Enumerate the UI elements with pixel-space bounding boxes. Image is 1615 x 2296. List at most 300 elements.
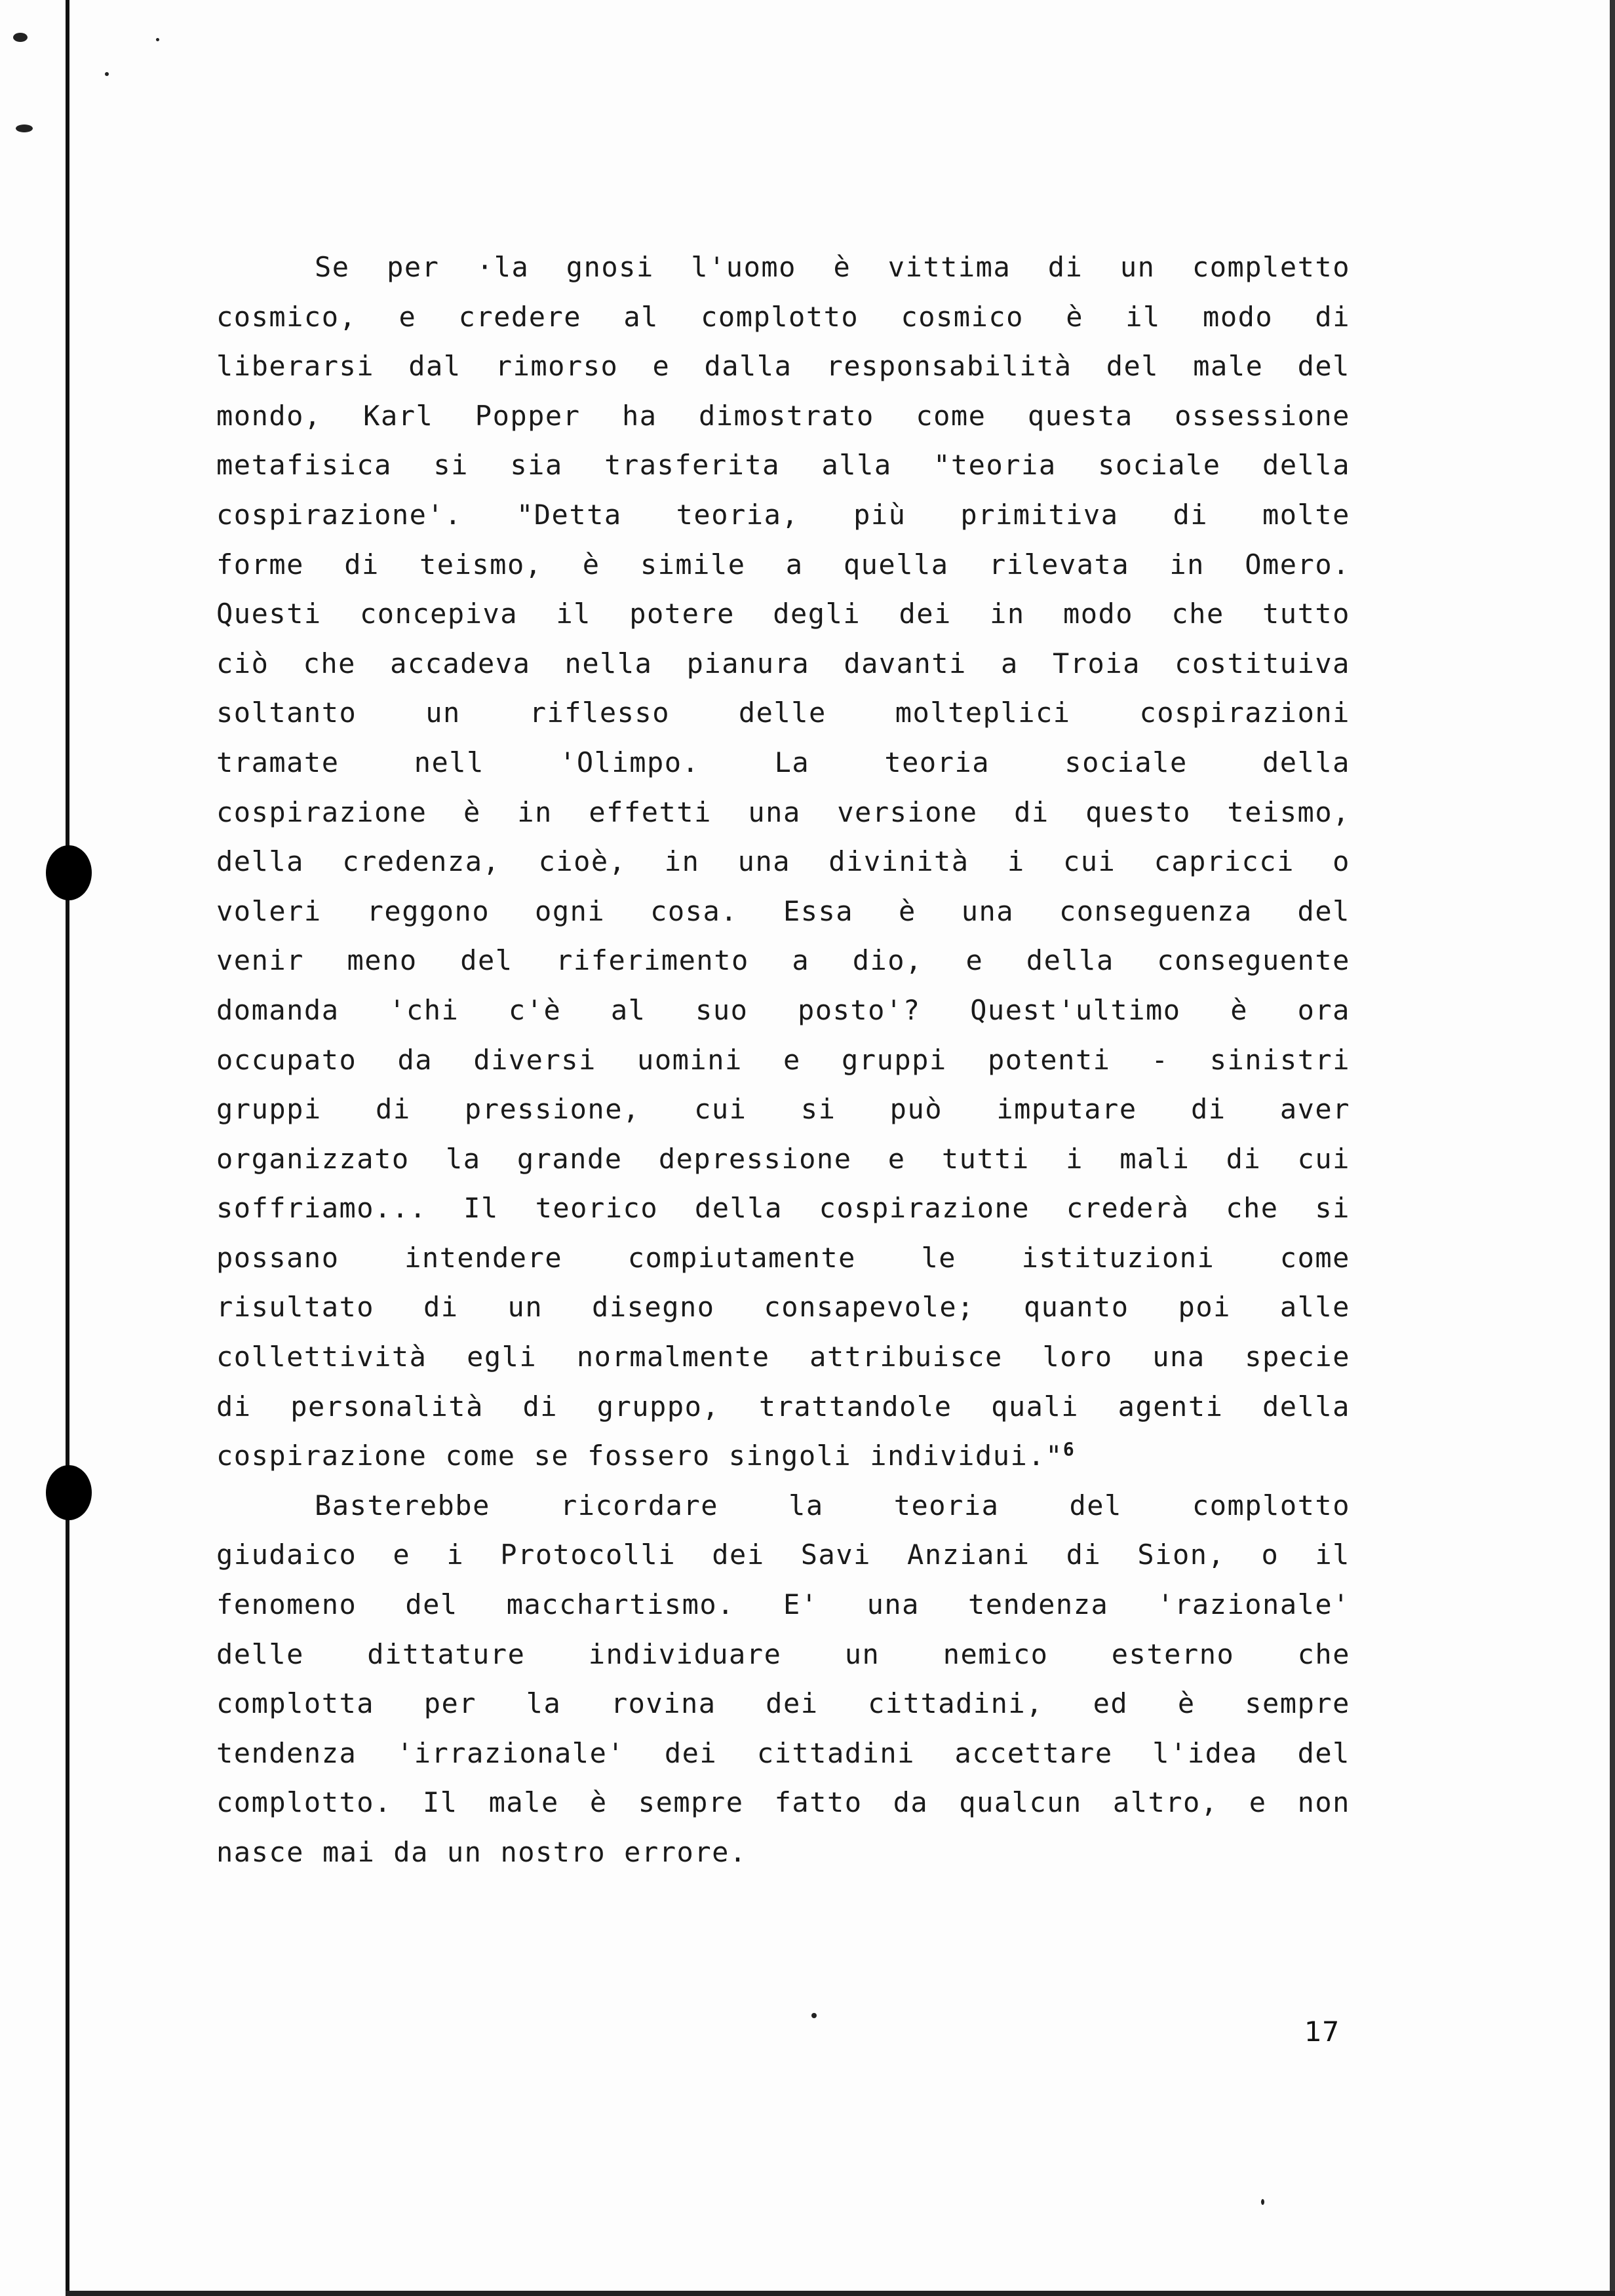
- word: sociale: [1064, 746, 1188, 778]
- word: reggono: [366, 894, 490, 927]
- word: degli: [773, 598, 861, 630]
- word: dimostrato: [698, 399, 874, 432]
- word: "teoria: [933, 449, 1057, 482]
- word: uomini: [637, 1043, 743, 1076]
- word: dio,: [852, 944, 923, 977]
- word: del: [1297, 894, 1350, 927]
- word: istituzioni: [1021, 1241, 1215, 1274]
- word: Il: [463, 1192, 499, 1225]
- word: il: [1125, 300, 1161, 333]
- word: gruppi: [842, 1043, 947, 1076]
- word: male: [1193, 350, 1264, 383]
- word: conseguente: [1157, 944, 1350, 977]
- word: si: [1315, 1192, 1350, 1225]
- word: e: [965, 944, 984, 977]
- word: completto: [1192, 251, 1350, 283]
- scan-speck: [105, 72, 109, 76]
- word: di: [1315, 300, 1350, 333]
- word: di: [376, 1093, 411, 1126]
- word: consapevole;: [764, 1291, 975, 1324]
- word: della: [1026, 944, 1114, 977]
- word: 'irrazionale': [396, 1736, 625, 1769]
- word: questo: [1085, 795, 1191, 828]
- word: accadeva: [390, 647, 531, 679]
- word: versione: [837, 795, 978, 828]
- word: costituiva: [1175, 647, 1350, 679]
- word: Essa: [783, 894, 854, 927]
- word: di: [216, 1390, 252, 1423]
- text-line: [216, 788, 1350, 837]
- text-line: [216, 688, 1350, 738]
- word: rimorso: [495, 350, 619, 383]
- word: cui: [1297, 1142, 1350, 1175]
- word: che: [1171, 598, 1224, 630]
- word: male: [488, 1786, 559, 1819]
- word: dei: [664, 1736, 718, 1769]
- word: e: [399, 300, 417, 333]
- word: come: [1279, 1241, 1350, 1274]
- word: complotto: [1192, 1489, 1350, 1521]
- word: non: [1297, 1786, 1350, 1819]
- word: risultato: [216, 1291, 375, 1324]
- word: i: [1007, 845, 1025, 878]
- word: crederà: [1066, 1192, 1190, 1225]
- page-number: 17: [1304, 2016, 1340, 2048]
- word: pianura: [686, 647, 810, 679]
- word: alle: [1279, 1291, 1350, 1324]
- word: e: [652, 350, 671, 383]
- text-line: [216, 1282, 1350, 1332]
- word: Se: [315, 251, 350, 283]
- word: della: [216, 845, 304, 878]
- word: di: [1173, 498, 1209, 531]
- word: Quest'ultimo: [970, 993, 1181, 1026]
- word: dei: [712, 1539, 765, 1571]
- word: Anziani: [907, 1539, 1030, 1571]
- word: qualcun: [959, 1786, 1082, 1819]
- word: cospirazioni: [1139, 697, 1350, 729]
- word: alla: [821, 449, 892, 482]
- word: forme: [216, 548, 304, 581]
- word: è: [463, 795, 481, 828]
- word: organizzato: [216, 1142, 410, 1175]
- word: Omero.: [1245, 548, 1350, 581]
- word: da: [393, 1836, 429, 1868]
- word: a: [785, 548, 804, 581]
- word: intendere: [404, 1241, 563, 1274]
- word: sociale: [1098, 449, 1221, 482]
- word: modo: [1203, 300, 1274, 333]
- text-line: [216, 242, 1350, 292]
- word: se: [534, 1440, 570, 1472]
- word: mali: [1119, 1142, 1190, 1175]
- word: -: [1151, 1043, 1169, 1076]
- text-line: [216, 1580, 1350, 1630]
- word: o: [1333, 845, 1350, 878]
- page-right-edge: [1610, 0, 1615, 2296]
- word: trasferita: [604, 449, 781, 482]
- word: che: [1226, 1192, 1279, 1225]
- text-line: [216, 1729, 1350, 1778]
- word: cospirazione: [216, 1440, 427, 1472]
- word: una: [866, 1588, 920, 1621]
- word: cosmico: [901, 300, 1024, 333]
- word: nella: [564, 647, 653, 679]
- word: nemico: [943, 1637, 1049, 1670]
- word: loro: [1042, 1341, 1113, 1373]
- word: da: [397, 1043, 433, 1076]
- word: soltanto: [216, 697, 357, 729]
- word: e: [783, 1043, 801, 1076]
- word: il: [1315, 1539, 1350, 1571]
- word: "Detta: [516, 498, 622, 531]
- word: Karl: [363, 399, 434, 432]
- word: agenti: [1118, 1390, 1224, 1423]
- text-line: [216, 1233, 1350, 1283]
- binding-line: [66, 0, 69, 2296]
- word: della: [1262, 449, 1350, 482]
- word: imputare: [996, 1093, 1137, 1126]
- word: delle: [216, 1637, 304, 1670]
- word: tendenza: [967, 1588, 1109, 1621]
- word: Popper: [475, 399, 581, 432]
- word: può: [889, 1093, 943, 1126]
- word: credere: [458, 300, 582, 333]
- scan-speck: [811, 2013, 817, 2018]
- word: teismo,: [419, 548, 543, 581]
- word: compiutamente: [627, 1241, 856, 1274]
- word: fenomeno: [216, 1588, 357, 1621]
- word: ciò: [216, 647, 269, 679]
- text-line: [216, 391, 1350, 441]
- word: complotta: [216, 1687, 375, 1720]
- word: collettività: [216, 1341, 427, 1373]
- word: per: [387, 251, 440, 283]
- word: potenti: [987, 1043, 1111, 1076]
- word: ha: [621, 399, 657, 432]
- word: come: [916, 399, 986, 432]
- word: di: [1190, 1093, 1226, 1126]
- word: liberarsi: [216, 350, 375, 383]
- text-line: [216, 887, 1350, 936]
- word: si: [800, 1093, 836, 1126]
- word: primitiva: [960, 498, 1119, 531]
- text-line: [216, 1382, 1350, 1432]
- word: tramate: [216, 746, 340, 778]
- word: credenza,: [342, 845, 501, 878]
- word: teoria: [884, 746, 990, 778]
- word: ora: [1297, 993, 1350, 1026]
- word: teoria,: [676, 498, 800, 531]
- word: di: [1226, 1142, 1262, 1175]
- word: fossero: [587, 1440, 710, 1472]
- word: soffriamo...: [216, 1192, 427, 1225]
- word: è: [582, 548, 600, 581]
- word: poi: [1178, 1291, 1231, 1324]
- word: una: [961, 894, 1015, 927]
- word: l'uomo: [691, 251, 796, 283]
- word: davanti: [844, 647, 967, 679]
- word: è: [833, 251, 851, 283]
- word: cosa.: [650, 894, 739, 927]
- word: è: [899, 894, 916, 927]
- word: al: [623, 300, 659, 333]
- text-line: [216, 936, 1350, 985]
- word: vittima: [887, 251, 1011, 283]
- word: in: [517, 795, 553, 828]
- word: posto'?: [798, 993, 921, 1026]
- word: un: [446, 1836, 482, 1868]
- word: della: [1262, 1390, 1350, 1423]
- text-line: [216, 837, 1350, 887]
- word: di: [423, 1291, 459, 1324]
- word: in: [990, 598, 1025, 630]
- word: 'Olimpo.: [559, 746, 700, 778]
- word: teismo,: [1227, 795, 1350, 828]
- word: meno: [347, 944, 418, 977]
- word: normalmente: [576, 1341, 770, 1373]
- word: le: [921, 1241, 957, 1274]
- word: dei: [766, 1687, 819, 1720]
- word: dalla: [704, 350, 792, 383]
- word: grande: [516, 1142, 623, 1175]
- word: attribuisce: [809, 1341, 1003, 1373]
- word: del: [1106, 350, 1159, 383]
- word: a: [1001, 647, 1019, 679]
- word: possano: [216, 1241, 340, 1274]
- word: della: [1262, 746, 1350, 778]
- word: nell: [414, 746, 484, 778]
- word: giudaico: [216, 1539, 357, 1571]
- text-line: [216, 1530, 1350, 1580]
- word: cioè,: [538, 845, 627, 878]
- word: molte: [1262, 498, 1350, 531]
- word: del: [405, 1588, 458, 1621]
- word: Sion,: [1137, 1539, 1226, 1571]
- word: rilevata: [988, 548, 1130, 581]
- scan-speck: [1261, 2199, 1264, 2205]
- word: responsabilità: [826, 350, 1072, 383]
- word: errore.: [624, 1836, 747, 1868]
- text-line: [216, 1332, 1350, 1382]
- word: ·la: [476, 251, 530, 283]
- text-line: [216, 1183, 1350, 1233]
- word: ricordare: [560, 1489, 719, 1521]
- word: del: [1297, 350, 1350, 383]
- word: è: [1066, 300, 1083, 333]
- word: simile: [640, 548, 746, 581]
- word: è: [589, 1786, 608, 1819]
- word: riferimento: [556, 944, 749, 977]
- word: egli: [467, 1341, 537, 1373]
- text-line: [216, 1134, 1350, 1184]
- word: un: [507, 1291, 543, 1324]
- word: conseguenza: [1059, 894, 1253, 927]
- word: domanda: [216, 993, 340, 1026]
- word: che: [1297, 1637, 1350, 1670]
- word: Il: [422, 1786, 458, 1819]
- footnote-marker: 6: [1062, 1438, 1076, 1461]
- word: fatto: [774, 1786, 863, 1819]
- word: cosmico,: [216, 300, 357, 333]
- word: quali: [991, 1390, 1080, 1423]
- word: complotto.: [216, 1786, 392, 1819]
- text-line: [216, 490, 1350, 540]
- word: tendenza: [216, 1736, 357, 1769]
- word: dittature: [367, 1637, 526, 1670]
- word: mondo,: [216, 399, 322, 432]
- word: disegno: [592, 1291, 715, 1324]
- word: Troia: [1052, 647, 1140, 679]
- word: una: [737, 845, 791, 878]
- word: venir: [216, 944, 304, 977]
- word: come: [445, 1440, 516, 1472]
- word: cittadini: [756, 1736, 915, 1769]
- word: al: [610, 993, 646, 1026]
- word: accettare: [954, 1736, 1113, 1769]
- word: cospirazione: [216, 795, 427, 828]
- word: personalità: [290, 1390, 484, 1423]
- word: della: [694, 1192, 783, 1225]
- word: E': [783, 1588, 819, 1621]
- word: Questi: [216, 598, 322, 630]
- word: di: [1014, 795, 1049, 828]
- word: molteplici: [895, 697, 1071, 729]
- word: mai: [322, 1836, 376, 1868]
- word: teoria: [893, 1489, 1000, 1521]
- word: ed: [1093, 1687, 1129, 1720]
- word: Protocolli: [500, 1539, 676, 1571]
- word: il: [556, 598, 591, 630]
- word: è: [1177, 1687, 1196, 1720]
- word: la: [445, 1142, 481, 1175]
- word: dei: [899, 598, 952, 630]
- punch-hole: [46, 845, 92, 900]
- word: da: [893, 1786, 929, 1819]
- word: aver: [1279, 1093, 1350, 1126]
- word: è: [1230, 993, 1248, 1026]
- word: questa: [1027, 399, 1133, 432]
- word: un: [844, 1637, 880, 1670]
- word: tutti: [941, 1142, 1030, 1175]
- word: nostro: [500, 1836, 606, 1868]
- text-line: [216, 440, 1350, 490]
- word: delle: [738, 697, 827, 729]
- word: individui."$^6$: [870, 1438, 1076, 1472]
- word: e: [887, 1142, 906, 1175]
- scan-speck: [156, 38, 159, 41]
- word: e: [1249, 1786, 1267, 1819]
- text-line: [216, 1481, 1350, 1531]
- word: 'chi: [389, 993, 459, 1026]
- text-line: [216, 589, 1350, 639]
- word: macchartismo.: [506, 1588, 735, 1621]
- text-line: [216, 1084, 1350, 1134]
- text-line: [216, 540, 1350, 590]
- word: potere: [629, 598, 735, 630]
- word: una: [1152, 1341, 1205, 1373]
- word: che: [303, 647, 356, 679]
- word: 'razionale': [1157, 1588, 1350, 1621]
- word: pressione,: [464, 1093, 640, 1126]
- text-line: [216, 1035, 1350, 1085]
- text-line: [216, 292, 1350, 342]
- word: di: [1047, 251, 1083, 283]
- word: quanto: [1023, 1291, 1129, 1324]
- word: un: [425, 697, 461, 729]
- word: La: [774, 746, 810, 778]
- word: concepiva: [360, 598, 518, 630]
- word: quella: [843, 548, 949, 581]
- word: gnosi: [566, 251, 654, 283]
- text-line: [216, 341, 1350, 391]
- word: del: [460, 944, 513, 977]
- word: Basterebbe: [315, 1489, 490, 1521]
- word: voleri: [216, 894, 322, 927]
- word: teorico: [535, 1192, 659, 1225]
- word: esterno: [1111, 1637, 1235, 1670]
- word: a: [792, 944, 810, 977]
- word: divinità: [828, 845, 969, 878]
- word: dal: [408, 350, 461, 383]
- word: Savi: [800, 1539, 871, 1571]
- word: sempre: [638, 1786, 744, 1819]
- word: in: [1169, 548, 1205, 581]
- word: specie: [1245, 1341, 1350, 1373]
- word: per: [423, 1687, 477, 1720]
- body-text: [216, 242, 1350, 1877]
- word: altro,: [1112, 1786, 1218, 1819]
- word: di: [344, 548, 379, 581]
- word: cui: [1062, 845, 1116, 878]
- word: del: [1069, 1489, 1122, 1521]
- word: e: [393, 1539, 411, 1571]
- scan-speck: [13, 33, 28, 42]
- word: un: [1119, 251, 1156, 283]
- word: riflesso: [529, 697, 670, 729]
- word: diversi: [473, 1043, 596, 1076]
- word: cittadini,: [868, 1687, 1044, 1720]
- page-bottom-edge: [66, 2291, 1615, 2296]
- word: gruppi: [216, 1093, 322, 1126]
- word: i: [446, 1539, 465, 1571]
- word: capricci: [1154, 845, 1294, 878]
- word: ossessione: [1175, 399, 1350, 432]
- word: l'idea: [1152, 1736, 1258, 1769]
- word: nasce: [216, 1836, 304, 1868]
- word: cui: [694, 1093, 747, 1126]
- text-line: [216, 1679, 1350, 1729]
- word: sempre: [1245, 1687, 1350, 1720]
- text-line: [216, 1630, 1350, 1679]
- text-line: [216, 1827, 1350, 1877]
- word: la: [526, 1687, 562, 1720]
- word: sinistri: [1209, 1043, 1350, 1076]
- punch-hole: [46, 1465, 92, 1520]
- word: di: [522, 1390, 558, 1423]
- word: modo: [1062, 598, 1134, 630]
- word: c'è: [508, 993, 562, 1026]
- word: in: [664, 845, 700, 878]
- scan-speck: [16, 124, 33, 132]
- word: rovina: [610, 1687, 716, 1720]
- word: metafisica: [216, 449, 392, 482]
- word: cospirazione: [819, 1192, 1030, 1225]
- word: occupato: [216, 1043, 357, 1076]
- word: trattandole: [758, 1390, 952, 1423]
- word: tutto: [1262, 598, 1350, 630]
- text-line: [216, 1778, 1350, 1827]
